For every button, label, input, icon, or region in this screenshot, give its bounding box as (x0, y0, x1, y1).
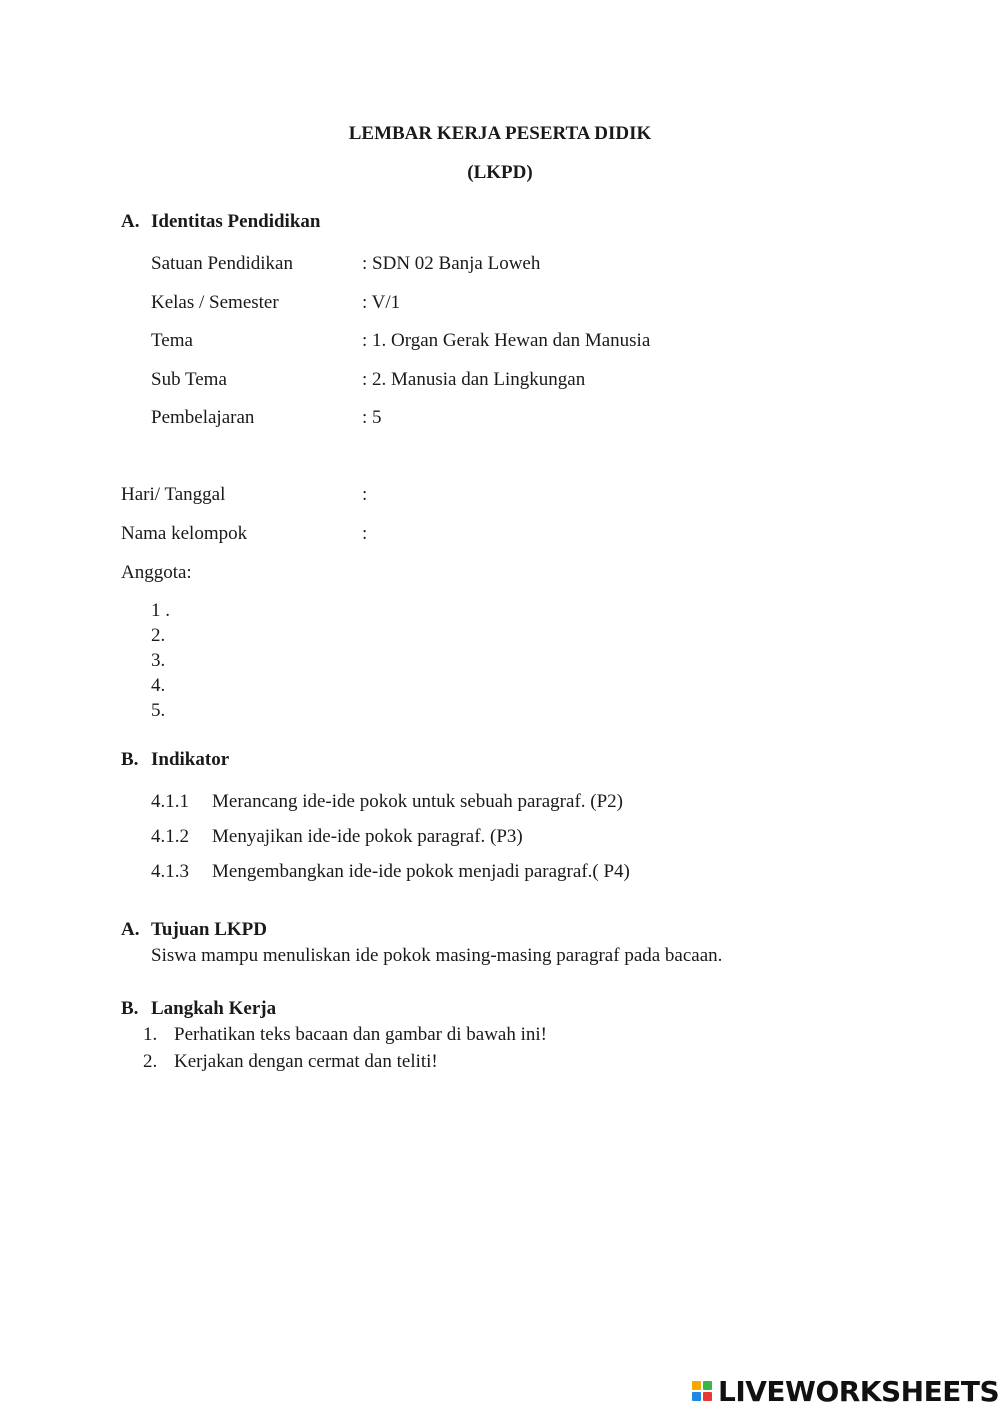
hari-tanggal-label: Hari/ Tanggal (121, 484, 226, 505)
section-tujuan-heading: Tujuan LKPD (151, 919, 267, 940)
nama-kelompok-colon: : (362, 523, 368, 544)
liveworksheets-wordmark: LIVEWORKSHEETS (718, 1374, 1000, 1408)
section-identitas-heading: Identitas Pendidikan (151, 211, 321, 232)
logo-square (703, 1381, 712, 1390)
section-tujuan-letter: A. (121, 919, 140, 940)
member-number: 4. (151, 675, 166, 696)
logo-square (703, 1392, 712, 1401)
identity-label: Tema (151, 330, 193, 351)
identity-label: Satuan Pendidikan (151, 253, 293, 274)
step-text: Kerjakan dengan cermat dan teliti! (174, 1051, 438, 1072)
liveworksheets-logo (692, 1376, 999, 1406)
identity-label: Sub Tema (151, 369, 227, 390)
member-number: 3. (151, 650, 166, 671)
member-number: 1 . (151, 600, 170, 621)
liveworksheets-logo-icon (692, 1381, 712, 1401)
step-number: 1. (143, 1024, 158, 1045)
section-indikator-heading: Indikator (151, 749, 230, 770)
indicator-number: 4.1.3 (151, 861, 189, 882)
logo-square (692, 1381, 701, 1390)
nama-kelompok-label: Nama kelompok (121, 523, 248, 544)
step-text: Perhatikan teks bacaan dan gambar di bawah ini! (174, 1024, 547, 1045)
identity-label: Kelas / Semester (151, 292, 279, 313)
logo-square (692, 1392, 701, 1401)
section-langkah-heading: Langkah Kerja (151, 998, 277, 1019)
member-number: 5. (151, 700, 166, 721)
section-langkah-letter: B. (121, 998, 139, 1019)
section-a-letter: A. (121, 211, 140, 232)
identity-value: : 1. Organ Gerak Hewan dan Manusia (362, 330, 651, 351)
identity-value: : 5 (362, 407, 382, 428)
identity-value: : SDN 02 Banja Loweh (362, 253, 541, 274)
member-number: 2. (151, 625, 166, 646)
identity-label: Pembelajaran (151, 407, 255, 428)
document-title: LEMBAR KERJA PESERTA DIDIK (348, 123, 652, 144)
indicator-text: Merancang ide-ide pokok untuk sebuah paragraf. (P2) (212, 791, 623, 812)
indicator-text: Menyajikan ide-ide pokok paragraf. (P3) (212, 826, 523, 847)
anggota-label: Anggota: (121, 562, 192, 583)
section-b-letter: B. (121, 749, 139, 770)
hari-tanggal-colon: : (362, 484, 368, 505)
indicator-number: 4.1.2 (151, 826, 189, 847)
identity-value: : V/1 (362, 292, 401, 313)
indicator-text: Mengembangkan ide-ide pokok menjadi paragraf.( P4) (212, 861, 630, 882)
identity-value: : 2. Manusia dan Lingkungan (362, 369, 586, 390)
indicator-number: 4.1.1 (151, 791, 189, 812)
tujuan-text: Siswa mampu menuliskan ide pokok masing-masing paragraf pada bacaan. (151, 945, 723, 966)
document-subtitle: (LKPD) (467, 162, 533, 183)
step-number: 2. (143, 1051, 158, 1072)
